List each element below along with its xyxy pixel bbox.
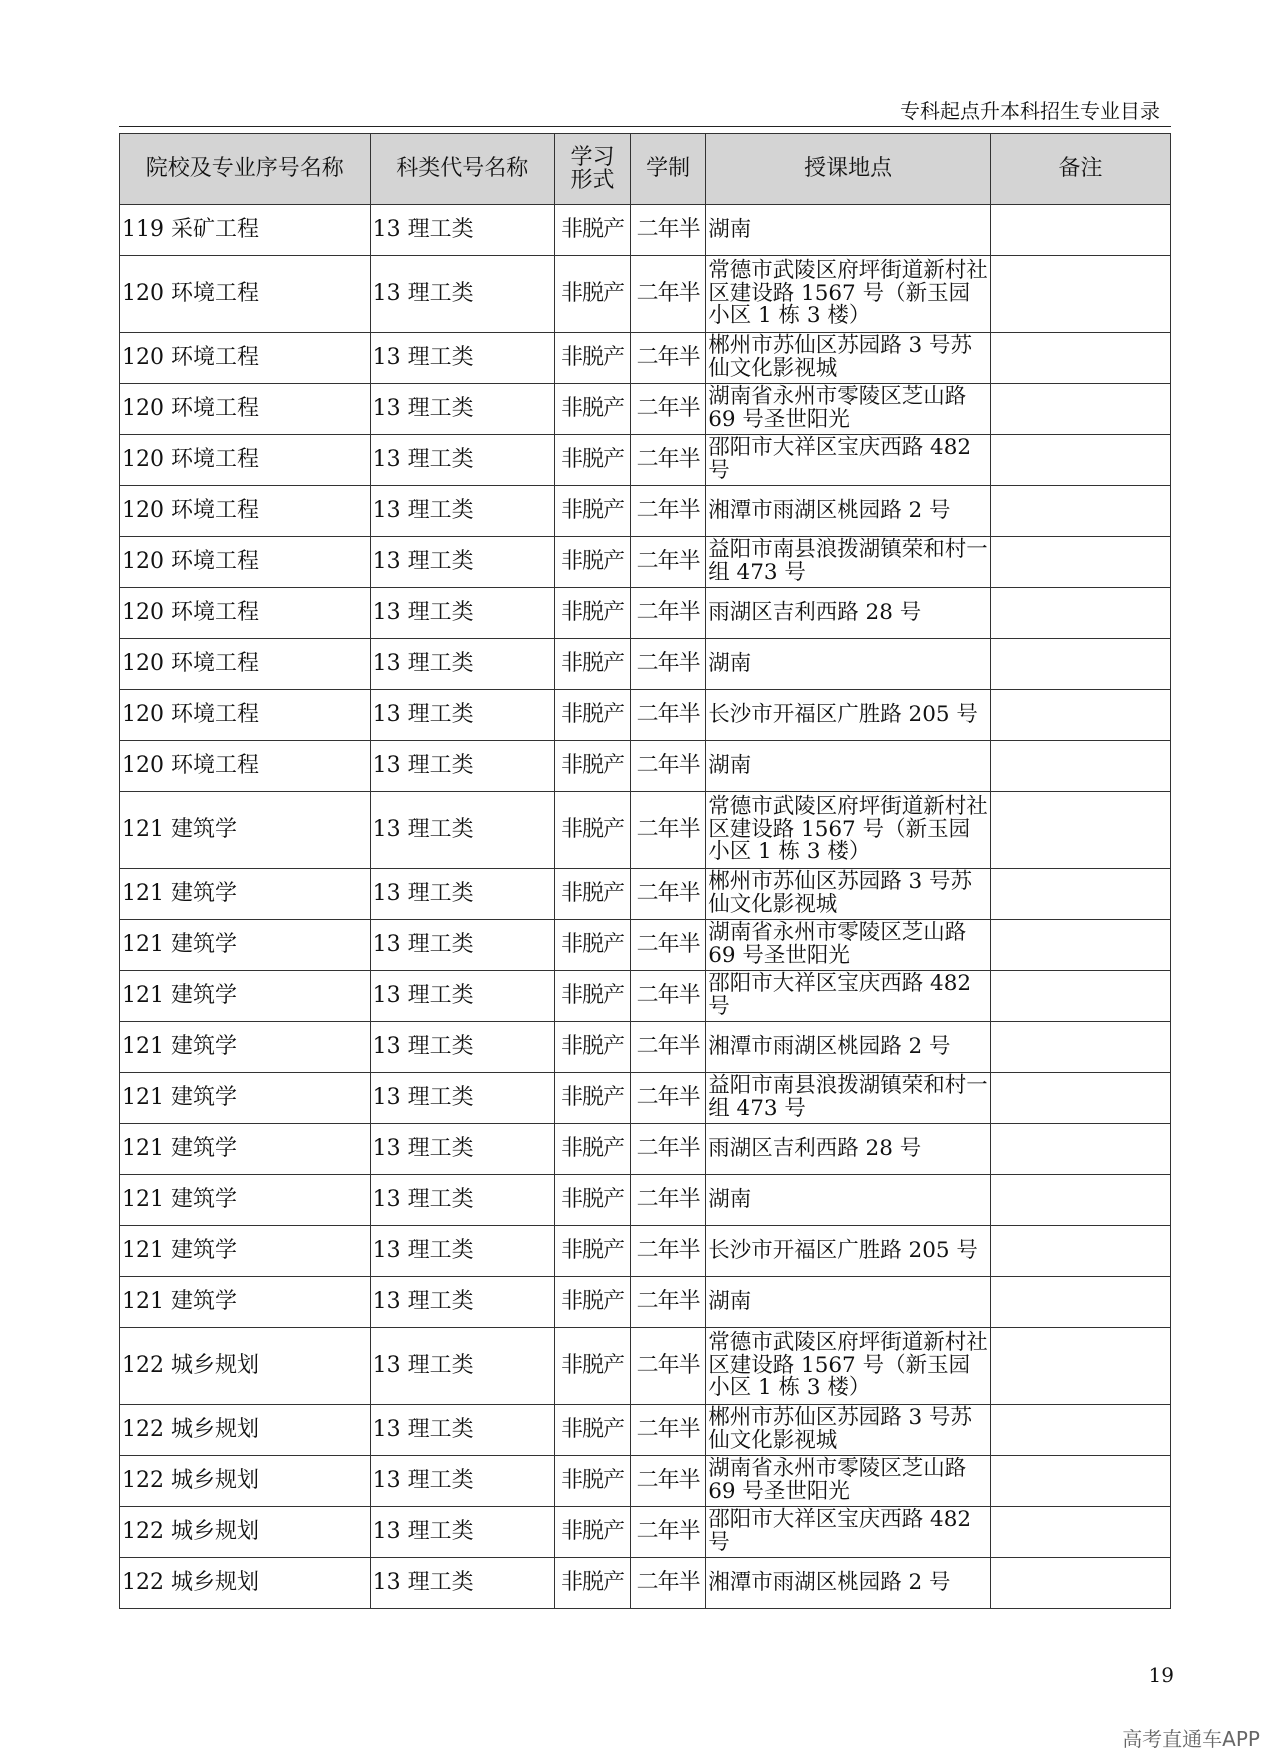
cell-note bbox=[991, 1507, 1171, 1558]
cell-major: 120 环境工程 bbox=[120, 384, 371, 435]
cell-note bbox=[991, 1456, 1171, 1507]
cell-location: 常德市武陵区府坪街道新村社区建设路 1567 号（新玉园小区 1 栋 3 楼） bbox=[706, 256, 991, 333]
cell-major: 119 采矿工程 bbox=[120, 205, 371, 256]
cell-duration: 二年半 bbox=[631, 384, 706, 435]
cell-category: 13 理工类 bbox=[370, 435, 554, 486]
cell-location: 常德市武陵区府坪街道新村社区建设路 1567 号（新玉园小区 1 栋 3 楼） bbox=[706, 792, 991, 869]
cell-category: 13 理工类 bbox=[370, 205, 554, 256]
page-number: 19 bbox=[1148, 1663, 1174, 1687]
table-row bbox=[120, 920, 1171, 971]
table-row bbox=[120, 588, 1171, 639]
cell-duration: 二年半 bbox=[631, 1456, 706, 1507]
cell-location: 湘潭市雨湖区桃园路 2 号 bbox=[706, 486, 991, 537]
cell-form: 非脱产 bbox=[554, 1558, 630, 1609]
cell-major: 122 城乡规划 bbox=[120, 1456, 371, 1507]
cell-category: 13 理工类 bbox=[370, 1405, 554, 1456]
cell-form: 非脱产 bbox=[554, 1175, 630, 1226]
cell-note bbox=[991, 1022, 1171, 1073]
table-row bbox=[120, 1226, 1171, 1277]
cell-note bbox=[991, 537, 1171, 588]
watermark: 高考直通车APP bbox=[1122, 1727, 1260, 1751]
cell-location: 邵阳市大祥区宝庆西路 482 号 bbox=[706, 1507, 991, 1558]
cell-major: 121 建筑学 bbox=[120, 1022, 371, 1073]
cell-major: 120 环境工程 bbox=[120, 639, 371, 690]
cell-duration: 二年半 bbox=[631, 1226, 706, 1277]
table-row bbox=[120, 256, 1171, 333]
table-row bbox=[120, 1175, 1171, 1226]
cell-form: 非脱产 bbox=[554, 869, 630, 920]
table-row bbox=[120, 1507, 1171, 1558]
cell-note bbox=[991, 1175, 1171, 1226]
table-row bbox=[120, 869, 1171, 920]
cell-form: 非脱产 bbox=[554, 384, 630, 435]
cell-major: 120 环境工程 bbox=[120, 333, 371, 384]
cell-note bbox=[991, 205, 1171, 256]
table-row bbox=[120, 690, 1171, 741]
cell-form: 非脱产 bbox=[554, 588, 630, 639]
cell-major: 121 建筑学 bbox=[120, 869, 371, 920]
cell-form: 非脱产 bbox=[554, 971, 630, 1022]
cell-category: 13 理工类 bbox=[370, 1277, 554, 1328]
col-header-location: 授课地点 bbox=[706, 134, 991, 205]
cell-duration: 二年半 bbox=[631, 1405, 706, 1456]
cell-duration: 二年半 bbox=[631, 1558, 706, 1609]
cell-form: 非脱产 bbox=[554, 256, 630, 333]
cell-category: 13 理工类 bbox=[370, 537, 554, 588]
cell-form: 非脱产 bbox=[554, 920, 630, 971]
cell-major: 122 城乡规划 bbox=[120, 1328, 371, 1405]
table-row bbox=[120, 741, 1171, 792]
table-header-row bbox=[120, 134, 1171, 205]
cell-category: 13 理工类 bbox=[370, 920, 554, 971]
cell-duration: 二年半 bbox=[631, 639, 706, 690]
cell-location: 湖南 bbox=[706, 205, 991, 256]
cell-form: 非脱产 bbox=[554, 1507, 630, 1558]
table-row bbox=[120, 486, 1171, 537]
col-header-major: 院校及专业序号名称 bbox=[120, 134, 371, 205]
cell-note bbox=[991, 869, 1171, 920]
cell-form: 非脱产 bbox=[554, 205, 630, 256]
cell-form: 非脱产 bbox=[554, 333, 630, 384]
cell-duration: 二年半 bbox=[631, 205, 706, 256]
cell-duration: 二年半 bbox=[631, 792, 706, 869]
table-row bbox=[120, 792, 1171, 869]
cell-duration: 二年半 bbox=[631, 1277, 706, 1328]
cell-note bbox=[991, 920, 1171, 971]
cell-location: 长沙市开福区广胜路 205 号 bbox=[706, 1226, 991, 1277]
cell-note bbox=[991, 1226, 1171, 1277]
table-row bbox=[120, 1405, 1171, 1456]
cell-major: 121 建筑学 bbox=[120, 1124, 371, 1175]
cell-note bbox=[991, 741, 1171, 792]
cell-form: 非脱产 bbox=[554, 486, 630, 537]
cell-major: 121 建筑学 bbox=[120, 1277, 371, 1328]
cell-category: 13 理工类 bbox=[370, 1456, 554, 1507]
cell-major: 121 建筑学 bbox=[120, 971, 371, 1022]
cell-location: 湖南 bbox=[706, 741, 991, 792]
cell-duration: 二年半 bbox=[631, 741, 706, 792]
col-header-category: 科类代号名称 bbox=[370, 134, 554, 205]
cell-location: 益阳市南县浪拨湖镇荣和村一组 473 号 bbox=[706, 1073, 991, 1124]
cell-category: 13 理工类 bbox=[370, 1022, 554, 1073]
cell-duration: 二年半 bbox=[631, 1022, 706, 1073]
cell-note bbox=[991, 1073, 1171, 1124]
cell-category: 13 理工类 bbox=[370, 1328, 554, 1405]
cell-duration: 二年半 bbox=[631, 690, 706, 741]
cell-form: 非脱产 bbox=[554, 1328, 630, 1405]
cell-category: 13 理工类 bbox=[370, 384, 554, 435]
cell-form: 非脱产 bbox=[554, 1405, 630, 1456]
cell-form: 非脱产 bbox=[554, 1456, 630, 1507]
cell-note bbox=[991, 435, 1171, 486]
cell-category: 13 理工类 bbox=[370, 971, 554, 1022]
cell-form: 非脱产 bbox=[554, 435, 630, 486]
table-row bbox=[120, 1328, 1171, 1405]
table-row bbox=[120, 1558, 1171, 1609]
cell-duration: 二年半 bbox=[631, 1328, 706, 1405]
cell-form: 非脱产 bbox=[554, 690, 630, 741]
cell-note bbox=[991, 1328, 1171, 1405]
cell-duration: 二年半 bbox=[631, 333, 706, 384]
cell-category: 13 理工类 bbox=[370, 1507, 554, 1558]
table-row bbox=[120, 1456, 1171, 1507]
cell-note bbox=[991, 639, 1171, 690]
cell-major: 120 环境工程 bbox=[120, 486, 371, 537]
cell-form: 非脱产 bbox=[554, 1124, 630, 1175]
cell-major: 122 城乡规划 bbox=[120, 1558, 371, 1609]
cell-category: 13 理工类 bbox=[370, 869, 554, 920]
table-row bbox=[120, 1277, 1171, 1328]
cell-category: 13 理工类 bbox=[370, 792, 554, 869]
cell-duration: 二年半 bbox=[631, 537, 706, 588]
cell-location: 长沙市开福区广胜路 205 号 bbox=[706, 690, 991, 741]
cell-major: 121 建筑学 bbox=[120, 792, 371, 869]
cell-location: 雨湖区吉利西路 28 号 bbox=[706, 588, 991, 639]
cell-form: 非脱产 bbox=[554, 1226, 630, 1277]
cell-category: 13 理工类 bbox=[370, 1124, 554, 1175]
cell-duration: 二年半 bbox=[631, 920, 706, 971]
cell-note bbox=[991, 1558, 1171, 1609]
table-row bbox=[120, 537, 1171, 588]
cell-duration: 二年半 bbox=[631, 256, 706, 333]
table-row bbox=[120, 384, 1171, 435]
cell-duration: 二年半 bbox=[631, 1175, 706, 1226]
cell-note bbox=[991, 384, 1171, 435]
cell-category: 13 理工类 bbox=[370, 639, 554, 690]
cell-form: 非脱产 bbox=[554, 792, 630, 869]
cell-form: 非脱产 bbox=[554, 1073, 630, 1124]
table-row bbox=[120, 1124, 1171, 1175]
cell-major: 120 环境工程 bbox=[120, 741, 371, 792]
cell-major: 122 城乡规划 bbox=[120, 1507, 371, 1558]
table-row bbox=[120, 1073, 1171, 1124]
cell-duration: 二年半 bbox=[631, 1073, 706, 1124]
cell-major: 120 环境工程 bbox=[120, 256, 371, 333]
cell-major: 120 环境工程 bbox=[120, 435, 371, 486]
cell-category: 13 理工类 bbox=[370, 256, 554, 333]
cell-note bbox=[991, 256, 1171, 333]
cell-category: 13 理工类 bbox=[370, 1558, 554, 1609]
cell-note bbox=[991, 486, 1171, 537]
cell-major: 121 建筑学 bbox=[120, 1175, 371, 1226]
cell-duration: 二年半 bbox=[631, 869, 706, 920]
cell-major: 120 环境工程 bbox=[120, 537, 371, 588]
col-header-note: 备注 bbox=[991, 134, 1171, 205]
cell-duration: 二年半 bbox=[631, 588, 706, 639]
cell-note bbox=[991, 1277, 1171, 1328]
cell-location: 湖南省永州市零陵区芝山路 69 号圣世阳光 bbox=[706, 384, 991, 435]
cell-location: 邵阳市大祥区宝庆西路 482 号 bbox=[706, 971, 991, 1022]
cell-duration: 二年半 bbox=[631, 435, 706, 486]
table-row bbox=[120, 205, 1171, 256]
cell-duration: 二年半 bbox=[631, 971, 706, 1022]
cell-location: 湖南省永州市零陵区芝山路 69 号圣世阳光 bbox=[706, 920, 991, 971]
cell-major: 122 城乡规划 bbox=[120, 1405, 371, 1456]
catalog-table bbox=[119, 133, 1171, 1609]
cell-major: 120 环境工程 bbox=[120, 690, 371, 741]
cell-location: 湖南省永州市零陵区芝山路 69 号圣世阳光 bbox=[706, 1456, 991, 1507]
table-body bbox=[120, 205, 1171, 1609]
cell-major: 121 建筑学 bbox=[120, 1073, 371, 1124]
cell-category: 13 理工类 bbox=[370, 588, 554, 639]
cell-location: 雨湖区吉利西路 28 号 bbox=[706, 1124, 991, 1175]
cell-note bbox=[991, 1124, 1171, 1175]
cell-location: 常德市武陵区府坪街道新村社区建设路 1567 号（新玉园小区 1 栋 3 楼） bbox=[706, 1328, 991, 1405]
cell-category: 13 理工类 bbox=[370, 1073, 554, 1124]
cell-duration: 二年半 bbox=[631, 1124, 706, 1175]
header-rule bbox=[119, 126, 1171, 127]
cell-form: 非脱产 bbox=[554, 639, 630, 690]
table-row bbox=[120, 1022, 1171, 1073]
cell-note bbox=[991, 971, 1171, 1022]
cell-form: 非脱产 bbox=[554, 537, 630, 588]
cell-category: 13 理工类 bbox=[370, 1226, 554, 1277]
cell-note bbox=[991, 690, 1171, 741]
cell-location: 益阳市南县浪拨湖镇荣和村一组 473 号 bbox=[706, 537, 991, 588]
cell-location: 邵阳市大祥区宝庆西路 482 号 bbox=[706, 435, 991, 486]
table-row bbox=[120, 435, 1171, 486]
col-header-form: 学习形式 bbox=[554, 134, 630, 205]
cell-form: 非脱产 bbox=[554, 1277, 630, 1328]
cell-location: 湘潭市雨湖区桃园路 2 号 bbox=[706, 1022, 991, 1073]
table-row bbox=[120, 971, 1171, 1022]
col-header-duration: 学制 bbox=[631, 134, 706, 205]
table-row bbox=[120, 639, 1171, 690]
page-header-title: 专科起点升本科招生专业目录 bbox=[900, 99, 1160, 123]
cell-location: 湖南 bbox=[706, 1175, 991, 1226]
cell-category: 13 理工类 bbox=[370, 1175, 554, 1226]
cell-location: 湖南 bbox=[706, 639, 991, 690]
cell-duration: 二年半 bbox=[631, 486, 706, 537]
cell-location: 郴州市苏仙区苏园路 3 号苏仙文化影视城 bbox=[706, 869, 991, 920]
cell-category: 13 理工类 bbox=[370, 741, 554, 792]
cell-note bbox=[991, 792, 1171, 869]
cell-duration: 二年半 bbox=[631, 1507, 706, 1558]
table-row bbox=[120, 333, 1171, 384]
cell-major: 121 建筑学 bbox=[120, 920, 371, 971]
cell-note bbox=[991, 588, 1171, 639]
cell-location: 郴州市苏仙区苏园路 3 号苏仙文化影视城 bbox=[706, 333, 991, 384]
cell-category: 13 理工类 bbox=[370, 486, 554, 537]
cell-location: 湖南 bbox=[706, 1277, 991, 1328]
cell-note bbox=[991, 1405, 1171, 1456]
cell-category: 13 理工类 bbox=[370, 333, 554, 384]
cell-form: 非脱产 bbox=[554, 741, 630, 792]
cell-category: 13 理工类 bbox=[370, 690, 554, 741]
cell-major: 120 环境工程 bbox=[120, 588, 371, 639]
cell-major: 121 建筑学 bbox=[120, 1226, 371, 1277]
cell-form: 非脱产 bbox=[554, 1022, 630, 1073]
cell-location: 郴州市苏仙区苏园路 3 号苏仙文化影视城 bbox=[706, 1405, 991, 1456]
cell-location: 湘潭市雨湖区桃园路 2 号 bbox=[706, 1558, 991, 1609]
cell-note bbox=[991, 333, 1171, 384]
